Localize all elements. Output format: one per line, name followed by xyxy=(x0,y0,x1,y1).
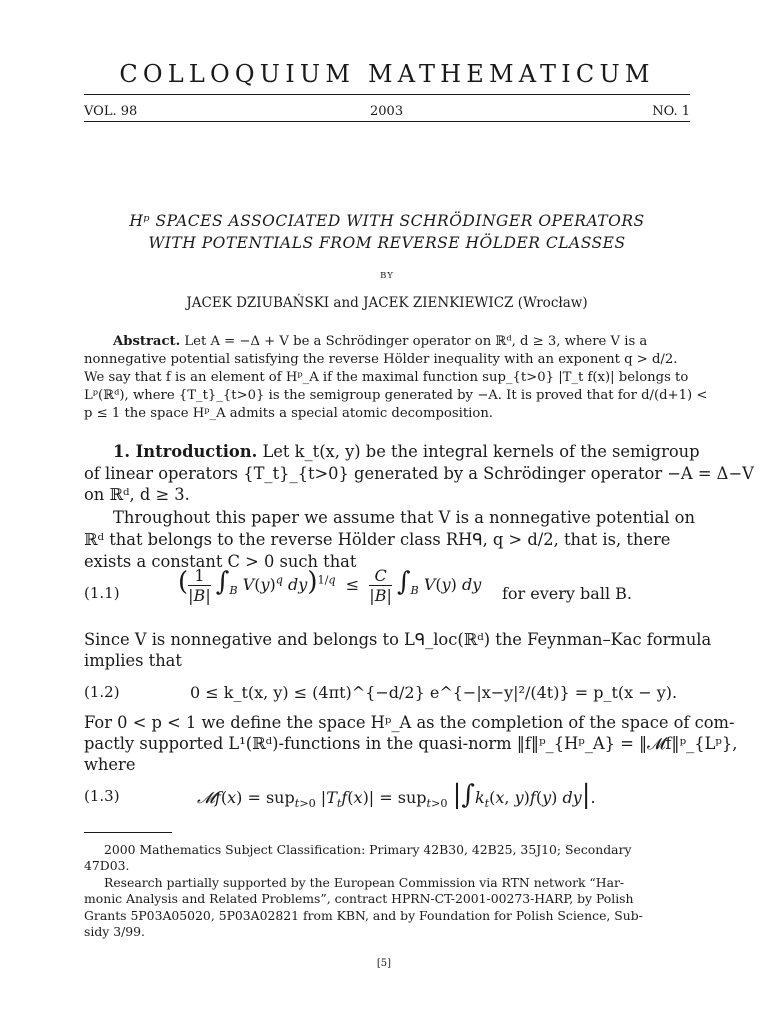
header-rule-top xyxy=(84,94,690,95)
abstract-label: Abstract. xyxy=(113,334,181,349)
abstract-line-3: We say that f is an element of Hᵖ_A if the maximal function sup_{t>0} |T_t f(x)| belongs to xyxy=(84,370,689,385)
section-heading: 1. Introduction. xyxy=(113,442,258,461)
abstract-line-5: p ≤ 1 the space Hᵖ_A admits a special atomic decomposition. xyxy=(84,406,493,421)
equation-label-1-3: (1.3) xyxy=(84,787,120,805)
abstract-line-4: Lᵖ(ℝᵈ), where {T_t}_{t>0} is the semigroup generated by −A. It is proved that for d/(d+1) < xyxy=(84,388,708,403)
equation-label-1-2: (1.2) xyxy=(84,683,120,701)
intro-line-6: exists a constant C > 0 such that xyxy=(84,552,357,571)
text-after-e2-2: pactly supported L¹(ℝᵈ)-functions in the quasi-norm ‖f‖ᵖ_{Hᵖ_A} = ‖𝓜f‖ᵖ_{Lᵖ}, xyxy=(84,734,738,753)
footnote-line-2: 47D03. xyxy=(84,858,130,873)
footnote-line-3: Research partially supported by the European Commission via RTN network “Har- xyxy=(104,875,625,890)
abstract-line-1 xyxy=(113,333,647,350)
equation-1-1-tail: for every ball B. xyxy=(502,584,632,603)
text-after-e2-3: where xyxy=(84,755,136,774)
journal-title: COLLOQUIUM MATHEMATICUM xyxy=(119,60,655,88)
text-after-e2-1: For 0 < p < 1 we define the space Hᵖ_A as the completion of the space of com- xyxy=(84,713,735,732)
intro-line-4: Throughout this paper we assume that V is a nonnegative potential on xyxy=(113,508,695,527)
intro-line-3: on ℝᵈ, d ≥ 3. xyxy=(84,485,190,504)
footnote-line-1: 2000 Mathematics Subject Classification: Primary 42B30, 42B25, 35J10; Secondary xyxy=(104,842,632,857)
header-rule-bottom xyxy=(84,121,690,122)
paper-title-line-1: Hᵖ SPACES ASSOCIATED WITH SCHRÖDINGER OPERATORS xyxy=(129,212,645,230)
equation-label-1-1: (1.1) xyxy=(84,584,120,602)
intro-line-5: ℝᵈ that belongs to the reverse Hölder class RHᑫ, q > d/2, that is, there xyxy=(84,530,671,549)
footnote-rule xyxy=(84,832,172,833)
issue-number: NO. 1 xyxy=(652,104,690,119)
by-label: BY xyxy=(380,271,394,281)
paper-title-line-2: WITH POTENTIALS FROM REVERSE HÖLDER CLASSES xyxy=(148,234,626,252)
footnote-line-4: monic Analysis and Related Problems”, contract HPRN-CT-2001-00273-HARP, by Polish xyxy=(84,891,634,906)
equation-1-2: 0 ≤ k_t(x, y) ≤ (4πt)^{−d/2} e^{−|x−y|²/(4t)} = p_t(x − y). xyxy=(190,683,678,702)
page-number: [5] xyxy=(376,958,392,969)
equation-1-3: 𝓜f(x) = sup$_{t>0}$ $|T_tf(x)| = sup_{t>0}$ $|\int k_t(x$, y)f(y) dy|. xyxy=(197,780,596,811)
year: 2003 xyxy=(370,104,404,119)
abstract-text-1: Let A = −Δ + V be a Schrödinger operator on ℝᵈ, d ≥ 3, where V is a xyxy=(184,334,648,349)
volume: VOL. 98 xyxy=(84,104,138,119)
footnote-line-5: Grants 5P03A05020, 5P03A02821 from KBN, and by Foundation for Polish Science, Sub- xyxy=(84,908,643,923)
text-after-e1-2: implies that xyxy=(84,651,182,670)
equation-1-1: ( $\frac{1}{|B|}$ $\int_B$ $V(y)^q$ dy)$^{1/q}$ ≤ $\frac{C}{|B|}$ $\int_B$ V(y) dy xyxy=(178,566,482,605)
authors: JACEK DZIUBAŃSKI and JACEK ZIENKIEWICZ (Wrocław) xyxy=(186,295,588,311)
intro-line-1 xyxy=(113,442,700,461)
text-after-e1-1: Since V is nonnegative and belongs to Lᑫ_loc(ℝᵈ) the Feynman–Kac formula xyxy=(84,630,712,649)
intro-line-2: of linear operators {T_t}_{t>0} generated by a Schrödinger operator −A = Δ−V xyxy=(84,464,754,483)
abstract-line-2: nonnegative potential satisfying the reverse Hölder inequality with an exponent q > d/2. xyxy=(84,352,678,367)
footnote-line-6: sidy 3/99. xyxy=(84,924,145,939)
intro-text-1: Let k_t(x, y) be the integral kernels of the semigroup xyxy=(262,442,700,461)
